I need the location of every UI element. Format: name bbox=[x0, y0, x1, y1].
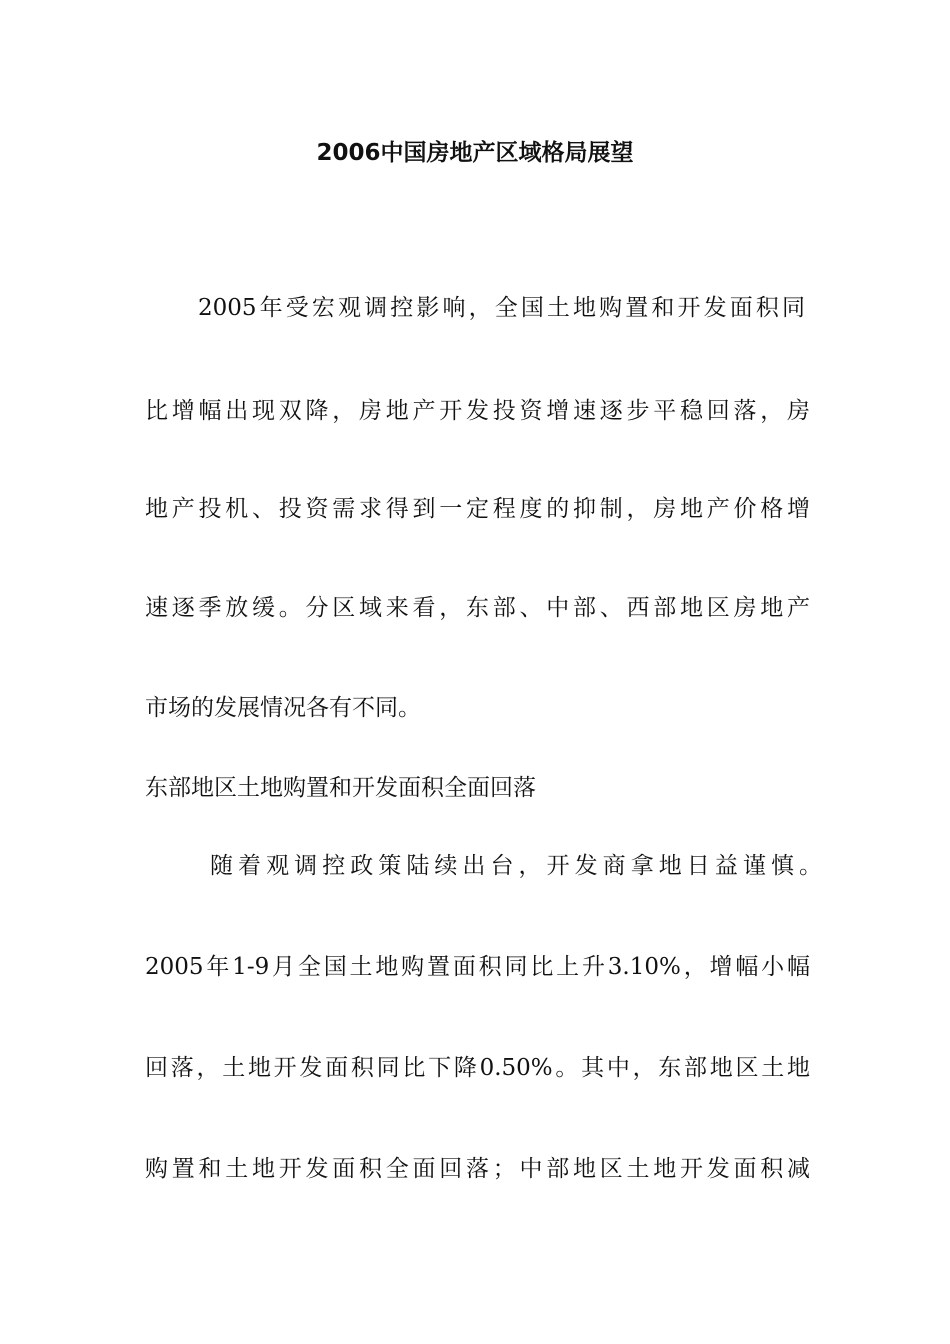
paragraph-1-line-2: 比增幅出现双降，房地产开发投资增速逐步平稳回落，房 bbox=[145, 398, 810, 424]
paragraph-1-line-5: 市场的发展情况各有不同。 bbox=[145, 695, 421, 721]
paragraph-1-line-3: 地产投机、投资需求得到一定程度的抑制，房地产价格增 bbox=[145, 496, 810, 522]
paragraph-1-line-4: 速逐季放缓。分区域来看，东部、中部、西部地区房地产 bbox=[145, 595, 810, 621]
paragraph-2-line-3: 回落，土地开发面积同比下降0.50%。其中，东部地区土地 bbox=[145, 1055, 810, 1081]
paragraph-2-line-1: 随着观调控政策陆续出台，开发商拿地日益谨慎。 bbox=[210, 853, 822, 879]
document-title: 2006中国房地产区域格局展望 bbox=[316, 140, 634, 166]
section-heading: 东部地区土地购置和开发面积全面回落 bbox=[145, 775, 536, 801]
paragraph-2-line-2: 2005年1-9月全国土地购置面积同比上升3.10%，增幅小幅 bbox=[145, 954, 810, 980]
paragraph-1-line-1: 2005年受宏观调控影响，全国土地购置和开发面积同 bbox=[198, 295, 805, 321]
paragraph-2-line-4: 购置和土地开发面积全面回落；中部地区土地开发面积减 bbox=[145, 1156, 810, 1182]
